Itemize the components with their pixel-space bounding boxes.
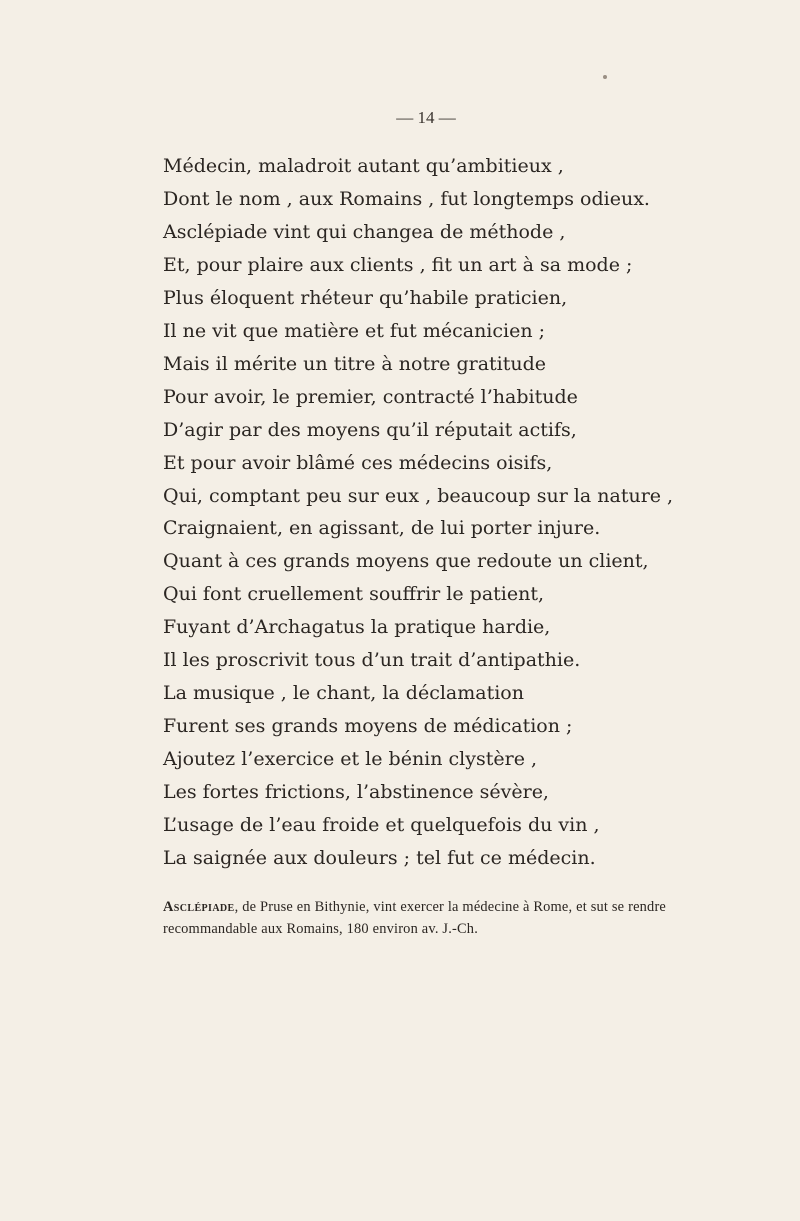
verse-line: La musique , le chant, la déclamation xyxy=(163,682,524,705)
verse-line: Qui, comptant peu sur eux , beaucoup sur la nature , xyxy=(163,484,674,507)
verse-line: Dont le nom , aux Romains , fut longtemps odieux. xyxy=(163,187,650,210)
verse-line: Asclépiade vint qui changea de méthode , xyxy=(163,220,566,243)
verse-line: La saignée aux douleurs ; tel fut ce médecin. xyxy=(163,847,596,870)
verse-line: Il les proscrivit tous d’un trait d’antipathie. xyxy=(163,649,581,672)
poem-verse xyxy=(163,150,723,875)
page-number: — 14 — xyxy=(396,108,456,127)
verse-line: Quant à ces grands moyens que redoute un client, xyxy=(163,550,649,573)
footnote-name: Asclépiade xyxy=(163,899,235,915)
verse-line: Craignaient, en agissant, de lui porter injure. xyxy=(163,517,601,540)
paper-speck xyxy=(603,75,607,79)
verse-line: Il ne vit que matière et fut mécanicien ; xyxy=(163,319,546,342)
verse-line: Les fortes frictions, l’abstinence sévère, xyxy=(163,781,549,804)
verse-line: Mais il mérite un titre à notre gratitude xyxy=(163,352,547,375)
verse-line: L’usage de l’eau froide et quelquefois du vin , xyxy=(163,814,600,837)
verse-line: Plus éloquent rhéteur qu’habile praticien, xyxy=(163,286,568,309)
verse-line: Et, pour plaire aux clients , fit un art à sa mode ; xyxy=(163,253,633,276)
footnote xyxy=(163,896,708,940)
verse-line: D’agir par des moyens qu’il réputait actifs, xyxy=(163,418,577,441)
verse-line: Fuyant d’Archagatus la pratique hardie, xyxy=(163,616,551,639)
verse-line: Pour avoir, le premier, contracté l’habitude xyxy=(163,385,578,408)
footnote-text: , de Pruse en Bithynie, vint exercer la médecine à Rome, et sut se rendre recommandable aux Romains, 180 environ av. J.-Ch. xyxy=(163,899,667,937)
verse-line: Médecin, maladroit autant qu’ambitieux , xyxy=(163,155,564,177)
verse-line: Qui font cruellement souffrir le patient, xyxy=(163,583,545,606)
verse-line: Furent ses grands moyens de médication ; xyxy=(163,715,573,738)
verse-line: Ajoutez l’exercice et le bénin clystère , xyxy=(163,748,538,771)
verse-line: Et pour avoir blâmé ces médecins oisifs, xyxy=(163,451,553,474)
